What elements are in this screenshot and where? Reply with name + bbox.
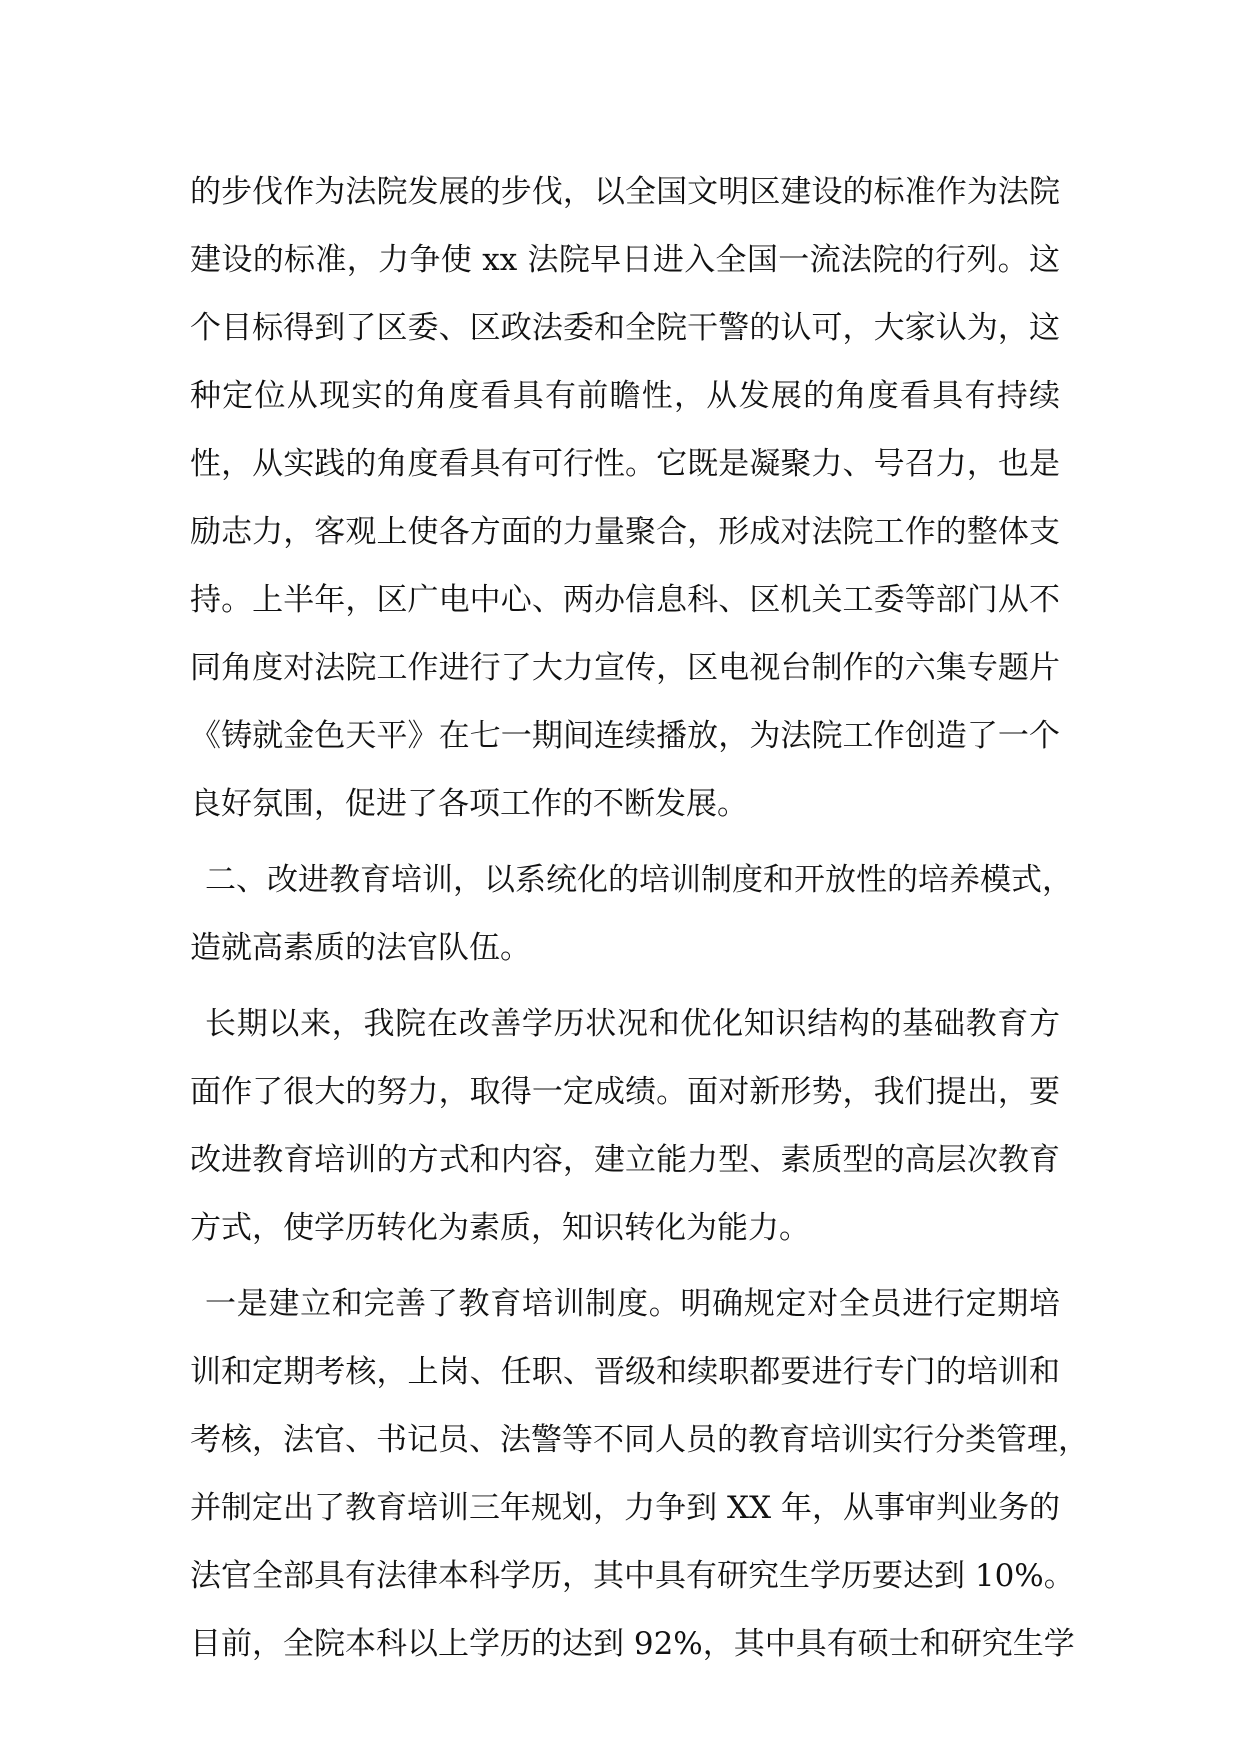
- paragraph-3: [190, 990, 1060, 1262]
- text-line: 性，从实践的角度看具有可行性。它既是凝聚力、号召力，也是: [190, 446, 1060, 482]
- heading-line: 二、改进教育培训，以系统化的培训制度和开放性的培养模式，: [205, 862, 1073, 898]
- text-line: 训和定期考核，上岗、任职、晋级和续职都要进行专门的培训和: [190, 1354, 1060, 1390]
- heading-line: 造就高素质的法官队伍。: [190, 930, 531, 966]
- text-line: 个目标得到了区委、区政法委和全院干警的认可，大家认为，这: [190, 310, 1060, 346]
- document-body: [190, 158, 1089, 1678]
- text-line: 法官全部具有法律本科学历，其中具有研究生学历要达到 10%。: [190, 1558, 1075, 1594]
- paragraph-1: [190, 158, 1060, 838]
- text-line: 的步伐作为法院发展的步伐，以全国文明区建设的标准作为法院: [190, 174, 1060, 210]
- section-heading: [190, 846, 1073, 982]
- text-line: 种定位从现实的角度看具有前瞻性，从发展的角度看具有持续: [190, 378, 1060, 414]
- text-line: 改进教育培训的方式和内容，建立能力型、素质型的高层次教育: [190, 1142, 1060, 1178]
- text-line: 方式，使学历转化为素质，知识转化为能力。: [190, 1210, 810, 1246]
- text-line: 《铸就金色天平》在七一期间连续播放，为法院工作创造了一个: [190, 718, 1060, 754]
- text-line: 面作了很大的努力，取得一定成绩。面对新形势，我们提出，要: [190, 1074, 1060, 1110]
- text-line: 考核，法官、书记员、法警等不同人员的教育培训实行分类管理，: [190, 1422, 1089, 1458]
- text-line: 长期以来，我院在改善学历状况和优化知识结构的基础教育方: [205, 1006, 1060, 1042]
- text-line: 建设的标准，力争使 xx 法院早日进入全国一流法院的行列。这: [190, 242, 1060, 278]
- text-line: 良好氛围，促进了各项工作的不断发展。: [190, 786, 748, 822]
- paragraph-4: [190, 1270, 1089, 1678]
- text-line: 持。上半年，区广电中心、两办信息科、区机关工委等部门从不: [190, 582, 1060, 618]
- text-line: 一是建立和完善了教育培训制度。明确规定对全员进行定期培: [205, 1286, 1060, 1322]
- text-line: 目前，全院本科以上学历的达到 92%，其中具有硕士和研究生学: [190, 1626, 1075, 1662]
- text-line: 并制定出了教育培训三年规划，力争到 XX 年，从事审判业务的: [190, 1490, 1060, 1526]
- text-line: 励志力，客观上使各方面的力量聚合，形成对法院工作的整体支: [190, 514, 1060, 550]
- text-line: 同角度对法院工作进行了大力宣传，区电视台制作的六集专题片: [190, 650, 1060, 686]
